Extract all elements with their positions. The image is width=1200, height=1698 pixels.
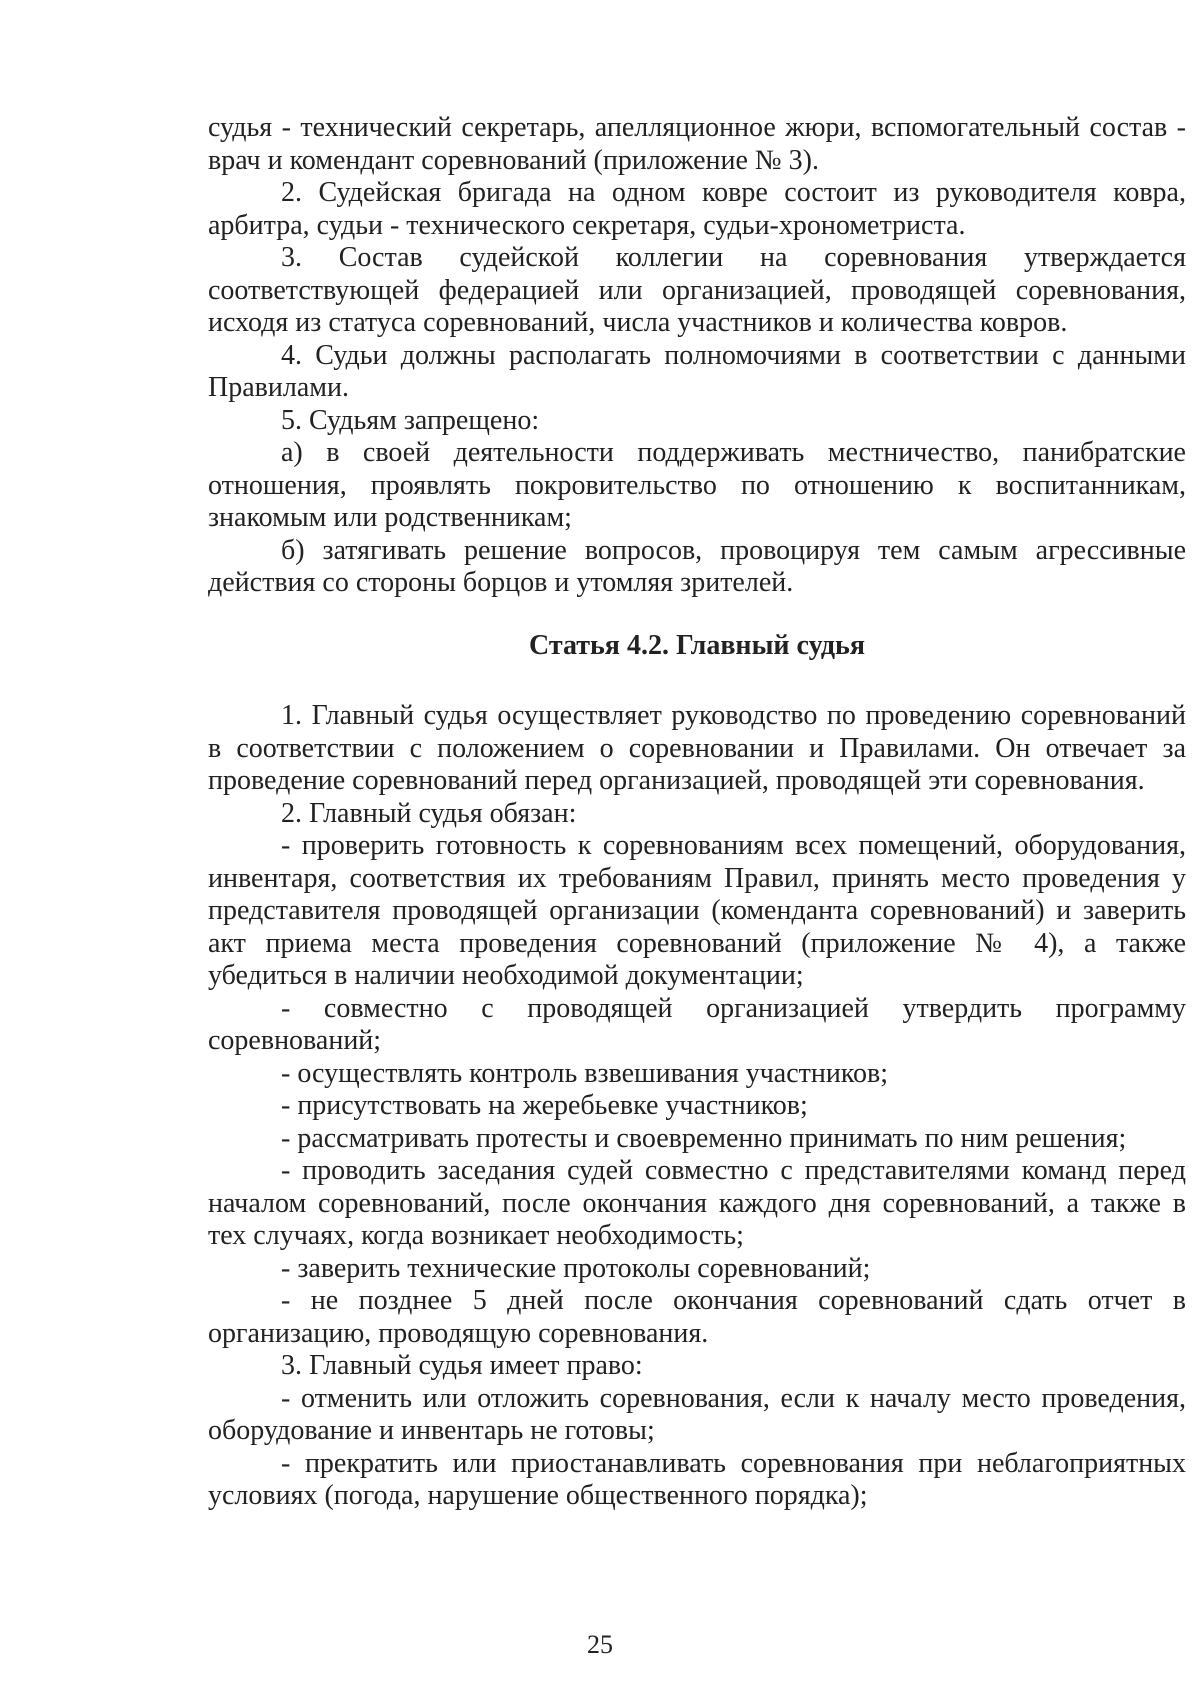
list-item: - проводить заседания судей совместно с представителями команд перед началом соревнований, после окончания каждого дня соревнований, а также в тех случаях, когда возникает необходимость; xyxy=(208,1155,1186,1251)
list-item: - отменить или отложить соревнования, если к началу место проведения, оборудование и инвентарь не готовы; xyxy=(208,1382,1186,1446)
paragraph: 4. Судьи должны располагать полномочиями в соответствии с данными Правилами. xyxy=(208,339,1186,403)
list-item: - совместно с проводящей организацией утвердить программу соревнований; xyxy=(208,992,1186,1056)
list-item: - осуществлять контроль взвешивания участников; xyxy=(281,1057,889,1089)
paragraph: судья - технический секретарь, апелляционное жюри, вспомогательный состав - врач и комендант соревнований (приложение № 3). xyxy=(208,112,1186,176)
paragraph: 5. Судьям запрещено: xyxy=(281,404,540,436)
list-item: - заверить технические протоколы соревнований; xyxy=(281,1252,871,1284)
paragraph: 1. Главный судья осуществляет руководство по проведению соревнований в соответствии с положением о соревновании и Правилами. Он отвечает за проведение соревнований перед организацией, проводящей эти соревнования. xyxy=(208,700,1186,796)
page-number: 25 xyxy=(587,1630,613,1659)
paragraph: а) в своей деятельности поддерживать местничество, панибратские отношения, проявлять покровительство по отношению к воспитанникам, знакомым или родственникам; xyxy=(208,437,1186,533)
document-page xyxy=(208,112,1186,1513)
paragraph: 3. Состав судейской коллегии на соревнования утверждается соответствующей федерацией или организацией, проводящей соревнования, исходя из статуса соревнований, числа участников и количества ковров. xyxy=(208,242,1186,338)
paragraph: б) затягивать решение вопросов, провоцируя тем самым агрессивные действия со стороны борцов и утомляя зрителей. xyxy=(208,534,1186,598)
article-heading: Статья 4.2. Главный судья xyxy=(529,629,865,661)
paragraph: 2. Главный судья обязан: xyxy=(281,797,577,829)
list-item: - рассматривать протесты и своевременно принимать по ним решения; xyxy=(281,1122,1127,1154)
paragraph: 2. Судейская бригада на одном ковре состоит из руководителя ковра, арбитра, судьи - технического секретаря, судьи-хронометриста. xyxy=(208,177,1186,241)
list-item: - присутствовать на жеребьевке участников; xyxy=(281,1090,808,1121)
list-item: - проверить готовность к соревнованиям всех помещений, оборудования, инвентаря, соответствия их требованиям Правил, принять место проведения у представителя проводящей организации (коменданта соревнований) и заверить акт приема места проведения соревнований (приложение № 4), а также убедиться в наличии необходимой документации; xyxy=(208,830,1186,991)
list-item: - не позднее 5 дней после окончания соревнований сдать отчет в организацию, проводящую соревнования. xyxy=(208,1285,1186,1349)
list-item: - прекратить или приостанавливать соревнования при неблагоприятных условиях (погода, нарушение общественного порядка); xyxy=(208,1447,1186,1511)
paragraph: 3. Главный судья имеет право: xyxy=(281,1350,643,1381)
